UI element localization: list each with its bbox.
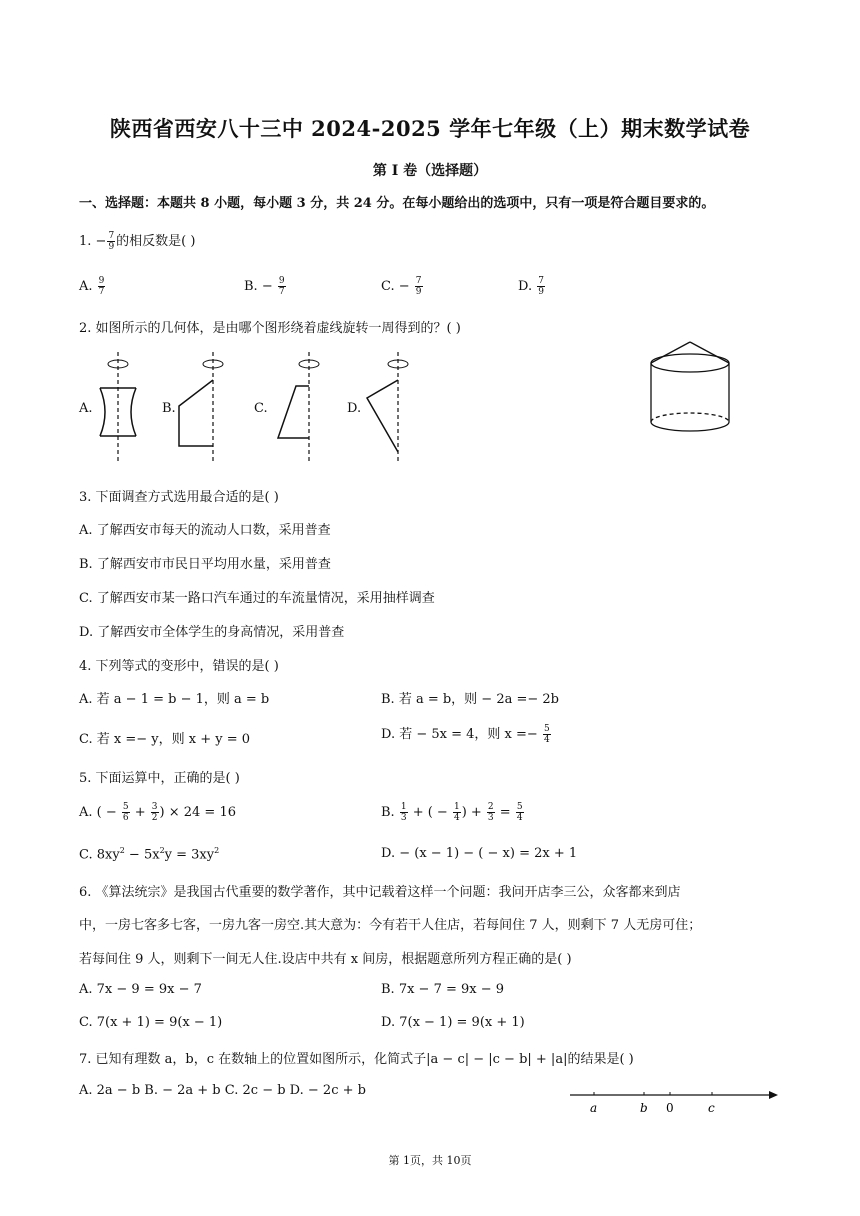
number-line bbox=[566, 1084, 782, 1118]
question-6-option-b: B. 7x − 7 = 9x − 9 bbox=[381, 982, 505, 997]
question-7-options: A. 2a − b B. − 2a + b C. 2c − b D. − 2c + b bbox=[79, 1083, 366, 1098]
axis-label-a: a bbox=[590, 1101, 598, 1115]
arrow-icon bbox=[769, 1091, 778, 1099]
question-5-option-d: D. − (x − 1) − ( − x) = 2x + 1 bbox=[381, 846, 578, 861]
question-3-option-a: A. 了解西安市每天的流动人口数，采用普查 bbox=[79, 523, 331, 538]
question-6-line-1: 6. 《算法统宗》是我国古代重要的数学著作，其中记载着这样一个问题：我问开店李三公，众客都来到店 bbox=[79, 885, 681, 900]
figure-d-shape bbox=[367, 352, 408, 464]
question-1-option-a: A. $\frac{9}{7}$ bbox=[79, 276, 105, 297]
question-4-stem: 4. 下列等式的变形中，错误的是( ) bbox=[79, 659, 279, 674]
question-5-option-b: B. $\frac{1}{3}$ + ( − $\frac{1}{4}$ ) + $\frac{2}{3}$ = $\frac{5}{4}$ bbox=[381, 802, 523, 823]
question-1-stem: 1. − $\frac{7}{9}$ 的相反数是( ) bbox=[79, 231, 196, 252]
question-4-option-a: A. 若 a − 1 = b − 1，则 a = b bbox=[79, 692, 270, 707]
axis-label-0: 0 bbox=[666, 1101, 674, 1115]
section-heading: 一、选择题：本题共 8 小题，每小题 3 分，共 24 分。在每小题给出的选项中，只有一项是符合题目要求的。 bbox=[79, 196, 715, 211]
figure-b-shape bbox=[179, 352, 223, 464]
figure-label-a: A. bbox=[79, 401, 93, 416]
question-5-option-a: A. ( − $\frac{5}{6}$ + $\frac{3}{2}$ ) × 24 = 16 bbox=[79, 802, 237, 823]
question-4-option-c: C. 若 x =− y，则 x + y = 0 bbox=[79, 732, 250, 747]
figure-a-shape bbox=[100, 352, 136, 464]
question-5-stem: 5. 下面运算中，正确的是( ) bbox=[79, 771, 240, 786]
question-1-option-b: B. − $\frac{9}{7}$ bbox=[244, 276, 285, 297]
question-3-option-b: B. 了解西安市市民日平均用水量，采用普查 bbox=[79, 557, 331, 572]
fraction: $\frac{7}{9}$ bbox=[108, 231, 115, 252]
rotation-figures bbox=[90, 350, 420, 468]
question-3-option-d: D. 了解西安市全体学生的身高情况，采用普查 bbox=[79, 625, 345, 640]
question-1-option-c: C. − $\frac{7}{9}$ bbox=[381, 276, 422, 297]
question-6-option-d: D. 7(x − 1) = 9(x + 1) bbox=[381, 1015, 525, 1030]
part-title: 第 I 卷（选择题） bbox=[372, 163, 488, 179]
figure-c-shape bbox=[278, 352, 319, 464]
question-7-stem: 7. 已知有理数 a，b，c 在数轴上的位置如图所示，化简式子|a − c| − |c − b| + |a|的结果是( ) bbox=[79, 1052, 634, 1067]
question-2-stem: 2. 如图所示的几何体，是由哪个图形绕着虚线旋转一周得到的？( ) bbox=[79, 321, 461, 336]
question-4-option-d: D. 若 − 5x = 4，则 x =− $\frac{5}{4}$ bbox=[381, 724, 550, 745]
question-6-line-3: 若每间住 9 人，则剩下一间无人住.设店中共有 x 间房，根据题意所列方程正确的是( ) bbox=[79, 952, 572, 967]
solid-figure bbox=[645, 336, 735, 440]
figure-label-d: D. bbox=[347, 401, 362, 416]
question-3-stem: 3. 下面调查方式选用最合适的是( ) bbox=[79, 490, 279, 505]
question-4-option-b: B. 若 a = b，则 − 2a =− 2b bbox=[381, 692, 560, 707]
axis-label-b: b bbox=[640, 1101, 648, 1115]
question-1-option-d: D. $\frac{7}{9}$ bbox=[518, 276, 544, 297]
page-footer: 第 1页，共 10页 bbox=[388, 1154, 472, 1167]
axis-label-c: c bbox=[708, 1101, 715, 1115]
figure-label-c: C. bbox=[254, 401, 268, 416]
question-5-option-c: C. $8xy^2 - 5x^2y = 3xy^2$ bbox=[79, 846, 220, 863]
figure-label-b: B. bbox=[162, 401, 176, 416]
question-6-line-2: 中，一房七客多七客，一房九客一房空.其大意为：今有若干人住店，若每间住 7 人，则剩下 7 人无房可住； bbox=[79, 918, 702, 933]
question-6-option-a: A. 7x − 9 = 9x − 7 bbox=[79, 982, 202, 997]
question-3-option-c: C. 了解西安市某一路口汽车通过的车流量情况，采用抽样调查 bbox=[79, 591, 435, 606]
question-6-option-c: C. 7(x + 1) = 9(x − 1) bbox=[79, 1015, 223, 1030]
page-title: 陕西省西安八十三中 2024-2025 学年七年级（上）期末数学试卷 bbox=[109, 116, 751, 141]
